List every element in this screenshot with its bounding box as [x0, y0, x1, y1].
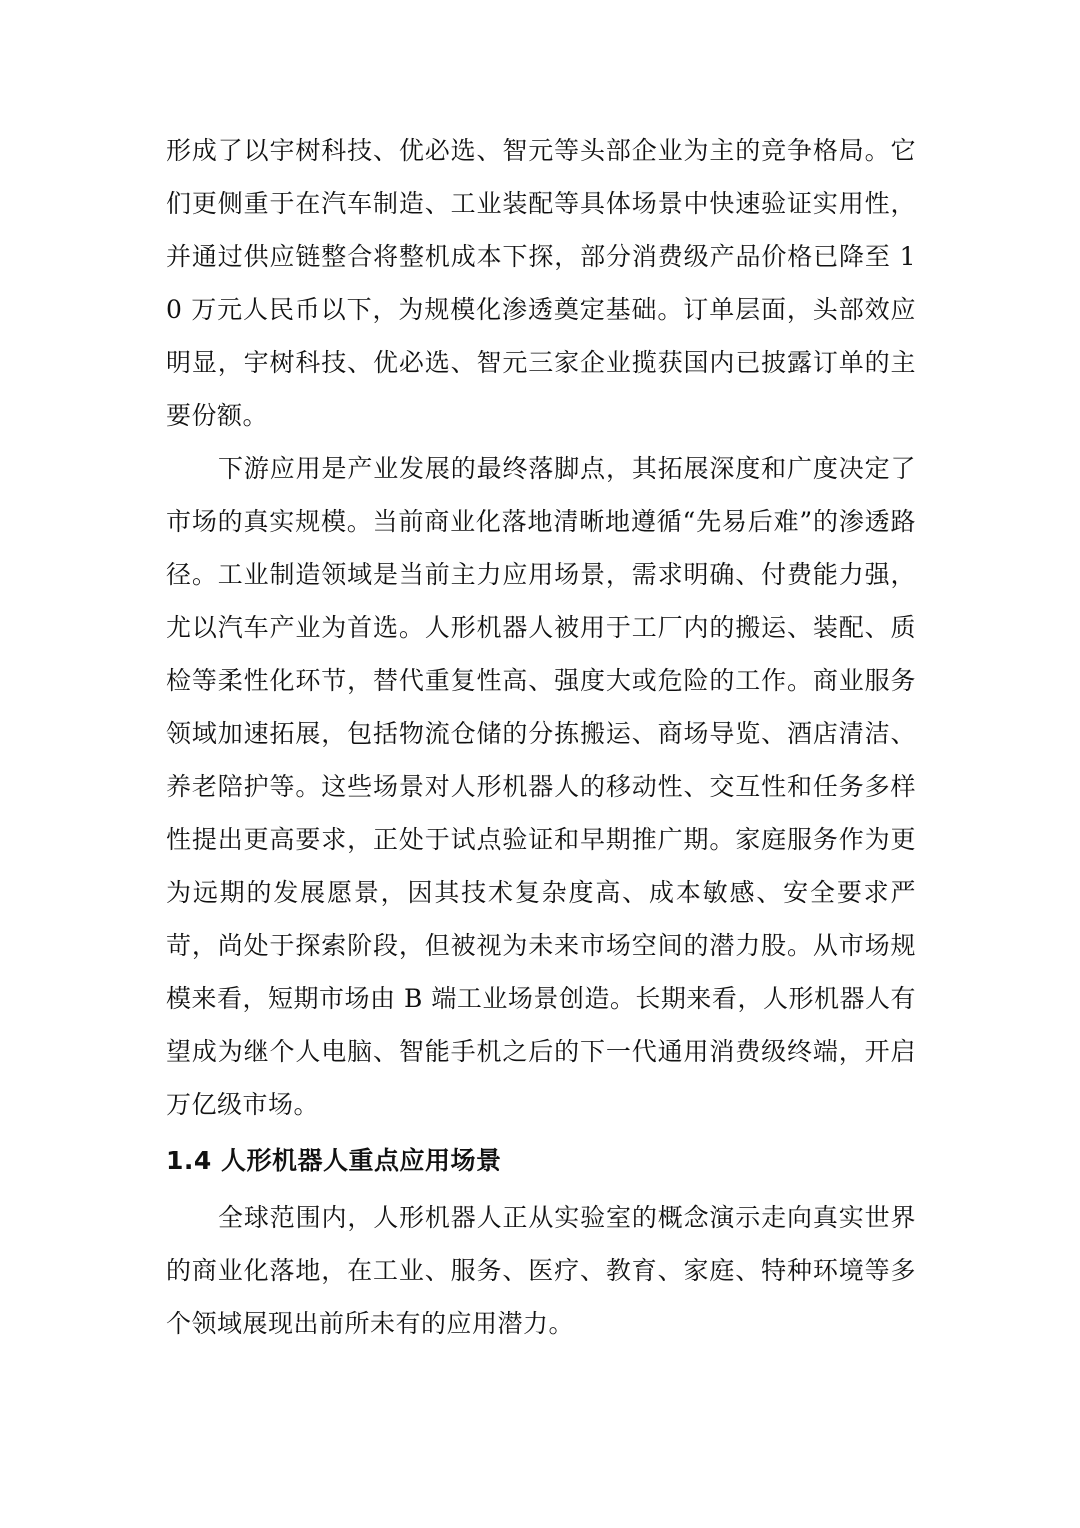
document-body	[166, 124, 916, 1350]
paragraph-global-scope: 全球范围内，人形机器人正从实验室的概念演示走向真实世界的商业化落地，在工业、服务、医疗、教育、家庭、特种环境等多个领域展现出前所未有的应用潜力。	[166, 1203, 916, 1338]
paragraph-continuation: 形成了以宇树科技、优必选、智元等头部企业为主的竞争格局。它们更侧重于在汽车制造、工业装配等具体场景中快速验证实用性，并通过供应链整合将整机成本下探，部分消费级产品价格已降至 10 万元人民币以下，为规模化渗透奠定基础。订单层面，头部效应明显，宇树科技、优必选、智元三家企业揽获国内已披露订单的主要份额。	[166, 136, 916, 430]
paragraph-downstream-applications: 下游应用是产业发展的最终落脚点，其拓展深度和广度决定了市场的真实规模。当前商业化落地清晰地遵循“先易后难”的渗透路径。工业制造领域是当前主力应用场景，需求明确、付费能力强，尤以汽车产业为首选。人形机器人被用于工厂内的搬运、装配、质检等柔性化环节，替代重复性高、强度大或危险的工作。商业服务领域加速拓展，包括物流仓储的分拣搬运、商场导览、酒店清洁、养老陪护等。这些场景对人形机器人的移动性、交互性和任务多样性提出更高要求，正处于试点验证和早期推广期。家庭服务作为更为远期的发展愿景，因其技术复杂度高、成本敏感、安全要求严苛，尚处于探索阶段，但被视为未来市场空间的潜力股。从市场规模来看，短期市场由 B 端工业场景创造。长期来看，人形机器人有望成为继个人电脑、智能手机之后的下一代通用消费级终端，开启万亿级市场。	[166, 454, 916, 1119]
section-heading: 1.4 人形机器人重点应用场景	[166, 1146, 502, 1175]
